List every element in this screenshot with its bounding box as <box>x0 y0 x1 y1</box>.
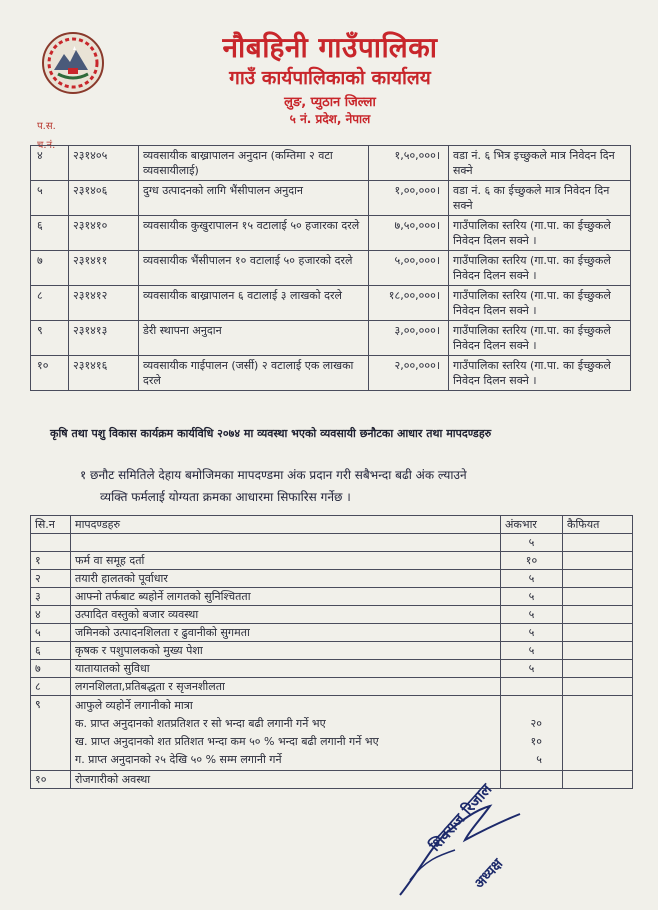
program-sn: ८ <box>31 286 69 321</box>
header-criteria: मापदण्डहरु <box>71 516 501 534</box>
criteria-marks: ५ <box>501 624 563 642</box>
program-sn: ५ <box>31 181 69 216</box>
program-remark: गाउँपालिका स्तरिय (गा.पा. का ईच्छुकले निवेदन दिलन सक्ने । <box>449 216 631 251</box>
criteria-row <box>31 588 633 606</box>
criteria-sn: १० <box>31 771 71 789</box>
investment-title: आफुले व्यहोर्ने लगानीको मात्रा <box>75 699 193 712</box>
program-description: व्यवसायीक बाख्रापालन अनुदान (कम्तिमा २ वटा व्यवसायीलाई) <box>139 146 369 181</box>
criteria-row <box>31 552 633 570</box>
office-address-line1: लुङ, प्युठान जिल्ला <box>284 95 376 110</box>
criteria-marks: १० <box>501 552 563 570</box>
criteria-remarks <box>563 606 633 624</box>
program-amount: १८,००,०००। <box>369 286 449 321</box>
investment-option-marks: ५ <box>536 753 542 766</box>
criteria-remarks <box>563 696 633 771</box>
criteria-row <box>31 606 633 624</box>
criteria-sn: २ <box>31 570 71 588</box>
criteria-row <box>31 660 633 678</box>
criteria-marks: ५ <box>501 588 563 606</box>
program-amount: ५,००,०००। <box>369 251 449 286</box>
criteria-marks <box>501 678 563 696</box>
criteria-text <box>71 534 501 552</box>
investment-option: ग. प्राप्त अनुदानको २५ देखि ५० % सम्म लगानी गर्ने <box>75 753 282 766</box>
program-code: २३१४१६ <box>69 356 139 391</box>
criteria-sn: ७ <box>31 660 71 678</box>
criteria-sn: ९ <box>31 696 71 771</box>
criteria-sn: ६ <box>31 642 71 660</box>
criteria-marks <box>501 696 563 771</box>
program-code: २३१४१० <box>69 216 139 251</box>
investment-option-marks: १० <box>530 735 542 748</box>
criteria-marks: ५ <box>501 642 563 660</box>
program-row <box>31 216 631 251</box>
criteria-text: जमिनको उत्पादनशिलता र ढुवानीको सुगमता <box>71 624 501 642</box>
program-remark: गाउँपालिका स्तरिय (गा.पा. का ईच्छुकले निवेदन दिलन सक्ने । <box>449 286 631 321</box>
program-remark: गाउँपालिका स्तरिय (गा.पा. का ईच्छुकले निवेदन दिलन सक्ने । <box>449 356 631 391</box>
criteria-row <box>31 678 633 696</box>
criteria-remarks <box>563 660 633 678</box>
office-subtitle: गाउँ कार्यपालिकाको कार्यालय <box>229 67 431 89</box>
criteria-header-row <box>31 516 633 534</box>
program-description: व्यवसायीक भैंसीपालन १० वटालाई ५० हजारको दरले <box>139 251 369 286</box>
header-sn: सि.न <box>31 516 71 534</box>
program-amount: १,००,०००। <box>369 181 449 216</box>
criteria-text: लगनशिलता,प्रतिबद्धता र सृजनशीलता <box>71 678 501 696</box>
criteria-marks: ५ <box>501 534 563 552</box>
selection-paragraph <box>80 464 580 508</box>
program-code: २३१४११ <box>69 251 139 286</box>
criteria-table <box>30 515 633 789</box>
office-address-line2: ५ नं. प्रदेश, नेपाल <box>289 112 371 126</box>
criteria-text: कृषक र पशुपालकको मुख्य पेशा <box>71 642 501 660</box>
program-sn: ४ <box>31 146 69 181</box>
programs-table <box>30 145 631 391</box>
criteria-remarks <box>563 642 633 660</box>
criteria-marks: ५ <box>501 570 563 588</box>
office-title: नौबहिनी गाउँपालिका <box>222 31 438 64</box>
program-row <box>31 356 631 391</box>
criteria-text: फर्म वा समूह दर्ता <box>71 552 501 570</box>
criteria-sn: १ <box>31 552 71 570</box>
criteria-row <box>31 534 633 552</box>
criteria-sn: ४ <box>31 606 71 624</box>
program-sn: ७ <box>31 251 69 286</box>
program-description: व्यवसायीक गाईपालन (जर्सी) २ वटालाई एक लाखका दरले <box>139 356 369 391</box>
criteria-sn: ५ <box>31 624 71 642</box>
criteria-row <box>31 624 633 642</box>
program-remark: गाउँपालिका स्तरिय (गा.पा. का ईच्छुकले निवेदन दिलन सक्ने । <box>449 251 631 286</box>
criteria-row-investment <box>31 696 633 771</box>
criteria-text: रोजगारीको अवस्था <box>71 771 501 789</box>
program-row <box>31 321 631 356</box>
criteria-row <box>31 642 633 660</box>
criteria-remarks <box>563 678 633 696</box>
criteria-remarks <box>563 534 633 552</box>
program-description: व्यवसायीक बाख्रापालन ६ वटालाई ३ लाखको दरले <box>139 286 369 321</box>
ps-label: प.स. <box>37 121 56 132</box>
program-row <box>31 251 631 286</box>
program-row <box>31 286 631 321</box>
criteria-text: उत्पादित वस्तुको बजार व्यवस्था <box>71 606 501 624</box>
criteria-row-employment <box>31 771 633 789</box>
program-amount: ३,००,०००। <box>369 321 449 356</box>
program-description: व्यवसायीक कुखुरापालन १५ वटालाई ५० हजारका दरले <box>139 216 369 251</box>
program-remark: गाउँपालिका स्तरिय (गा.पा. का ईच्छुकले निवेदन दिलन सक्ने । <box>449 321 631 356</box>
criteria-sn <box>31 534 71 552</box>
criteria-row <box>31 570 633 588</box>
investment-option-marks: २० <box>530 717 542 730</box>
header-marks: अंकभार <box>501 516 563 534</box>
program-remark: वडा नं. ६ का ईच्छुकले मात्र निवेदन दिन सक्ने <box>449 181 631 216</box>
paragraph-line-1: १ छनौट समितिले देहाय बमोजिमका मापदण्डमा अंक प्रदान गरी सबैभन्दा बढी अंक ल्याउने <box>80 468 467 482</box>
program-code: २३१४०५ <box>69 146 139 181</box>
criteria-text <box>71 696 501 771</box>
criteria-remarks <box>563 570 633 588</box>
criteria-marks: ५ <box>501 606 563 624</box>
program-code: २३१४१३ <box>69 321 139 356</box>
program-amount: २,००,०००। <box>369 356 449 391</box>
program-code: २३१४१२ <box>69 286 139 321</box>
program-row <box>31 181 631 216</box>
nepal-emblem-logo <box>40 30 106 96</box>
criteria-text: आफ्नो तर्फबाट ब्यहोर्ने लागतको सुनिश्चितता <box>71 588 501 606</box>
program-sn: ९ <box>31 321 69 356</box>
criteria-remarks <box>563 552 633 570</box>
header-remarks: कैफियत <box>563 516 633 534</box>
program-code: २३१४०६ <box>69 181 139 216</box>
criteria-sn: ८ <box>31 678 71 696</box>
program-sn: ६ <box>31 216 69 251</box>
criteria-text: यातायातको सुविधा <box>71 660 501 678</box>
investment-option: क. प्राप्त अनुदानको शतप्रतिशत र सो भन्दा बढी लगानी गर्ने भए <box>75 717 326 730</box>
criteria-text: तयारी हालतको पूर्वाधार <box>71 570 501 588</box>
criteria-remarks <box>563 588 633 606</box>
signatory-name: शिवराज रिजाल <box>425 780 496 855</box>
program-description: दुग्ध उत्पादनको लागि भैंसीपालन अनुदान <box>139 181 369 216</box>
signatory-role: अध्यक्ष <box>471 855 507 893</box>
paragraph-line-2: व्यक्ति फर्मलाई योग्यता क्रमका आधारमा सिफारिस गर्नेछ । <box>100 490 351 504</box>
section-heading: कृषि तथा पशु विकास कार्यक्रम कार्यविधि २०७४ मा व्यवस्था भएको व्यवसायी छनौटका आधार तथा मापदण्डहरु <box>50 427 492 440</box>
criteria-remarks <box>563 624 633 642</box>
criteria-marks: ५ <box>501 660 563 678</box>
program-amount: ७,५०,०००। <box>369 216 449 251</box>
program-sn: १० <box>31 356 69 391</box>
investment-option: ख. प्राप्त अनुदानको शत प्रतिशत भन्दा कम ५० % भन्दा बढी लगानी गर्ने भए <box>75 735 379 748</box>
program-remark: वडा नं. ६ भित्र इच्छुकले मात्र निवेदन दिन सक्ने <box>449 146 631 181</box>
program-amount: १,५०,०००। <box>369 146 449 181</box>
program-description: डेरी स्थापना अनुदान <box>139 321 369 356</box>
criteria-marks <box>501 771 563 789</box>
program-row <box>31 146 631 181</box>
cn-label: च.नं. <box>37 140 56 151</box>
criteria-sn: ३ <box>31 588 71 606</box>
criteria-remarks <box>563 771 633 789</box>
